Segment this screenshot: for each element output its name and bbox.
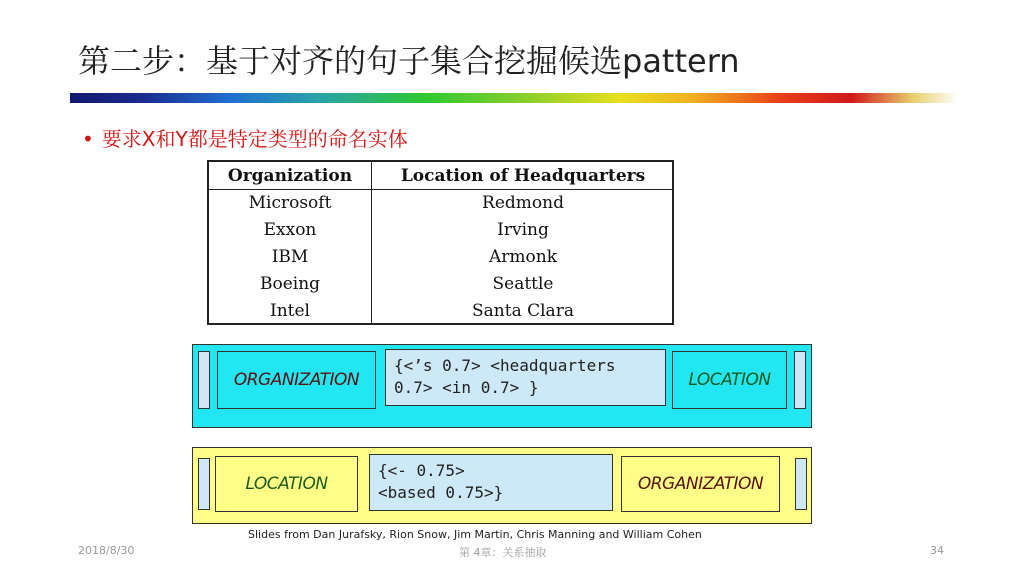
footer-chapter: 第 4章：关系抽取 — [459, 546, 547, 559]
table-cell-org: Microsoft — [248, 193, 332, 213]
pattern-2-left-slot — [215, 456, 358, 512]
table-cell-location: Armonk — [488, 247, 557, 267]
pattern-1-context — [385, 349, 666, 406]
pattern-1-context-line2: 0.7> <in 0.7> } — [394, 378, 539, 397]
table-header-organization: Organization — [227, 166, 353, 186]
table-cell-org: Exxon — [263, 220, 317, 240]
slide-title: 第二步：基于对齐的句子集合挖掘候选pattern — [78, 42, 740, 80]
pattern-1-right-label: LOCATION — [688, 370, 771, 390]
pattern-2-context-line2: <based 0.75>} — [378, 483, 504, 502]
title-divider — [70, 93, 958, 103]
table-cell-location: Santa Clara — [472, 301, 574, 321]
pattern-1-right-slot — [672, 351, 787, 409]
table-cell-org: Boeing — [259, 274, 321, 294]
pattern-1-left-bar — [198, 351, 210, 409]
pattern-1-context-line1: {<’s 0.7> <headquarters — [394, 356, 616, 375]
table-cell-location: Irving — [497, 220, 549, 240]
bullet-text: 要求X和Y都是特定类型的命名实体 — [101, 127, 408, 151]
pattern-2-context-line1: {<- 0.75> — [378, 461, 465, 480]
pattern-2-right-bar — [795, 458, 807, 510]
table-cell-location: Seattle — [492, 274, 554, 294]
pattern-2-right-label: ORGANIZATION — [637, 474, 764, 494]
pattern-1-right-bar — [794, 351, 806, 409]
pattern-2-left-label: LOCATION — [245, 474, 328, 494]
bullet-marker: • — [82, 127, 94, 151]
pattern-1-left-label: ORGANIZATION — [233, 370, 360, 390]
table-cell-location: Redmond — [482, 193, 564, 213]
org-location-table — [207, 160, 674, 325]
table-cell-org: Intel — [270, 301, 310, 321]
table-cell-org: IBM — [271, 247, 309, 267]
pattern-2-context — [369, 454, 613, 511]
pattern-2-right-slot — [621, 456, 780, 512]
footer-page-number: 34 — [930, 544, 944, 557]
footer-date: 2018/8/30 — [78, 544, 135, 557]
pattern-2-left-bar — [198, 458, 210, 510]
bullet-item — [82, 123, 408, 152]
table-header-location: Location of Headquarters — [400, 166, 646, 186]
slide-credit: Slides from Dan Jurafsky, Rion Snow, Jim Martin, Chris Manning and William Cohen — [248, 528, 702, 541]
pattern-1-left-slot — [217, 351, 376, 409]
